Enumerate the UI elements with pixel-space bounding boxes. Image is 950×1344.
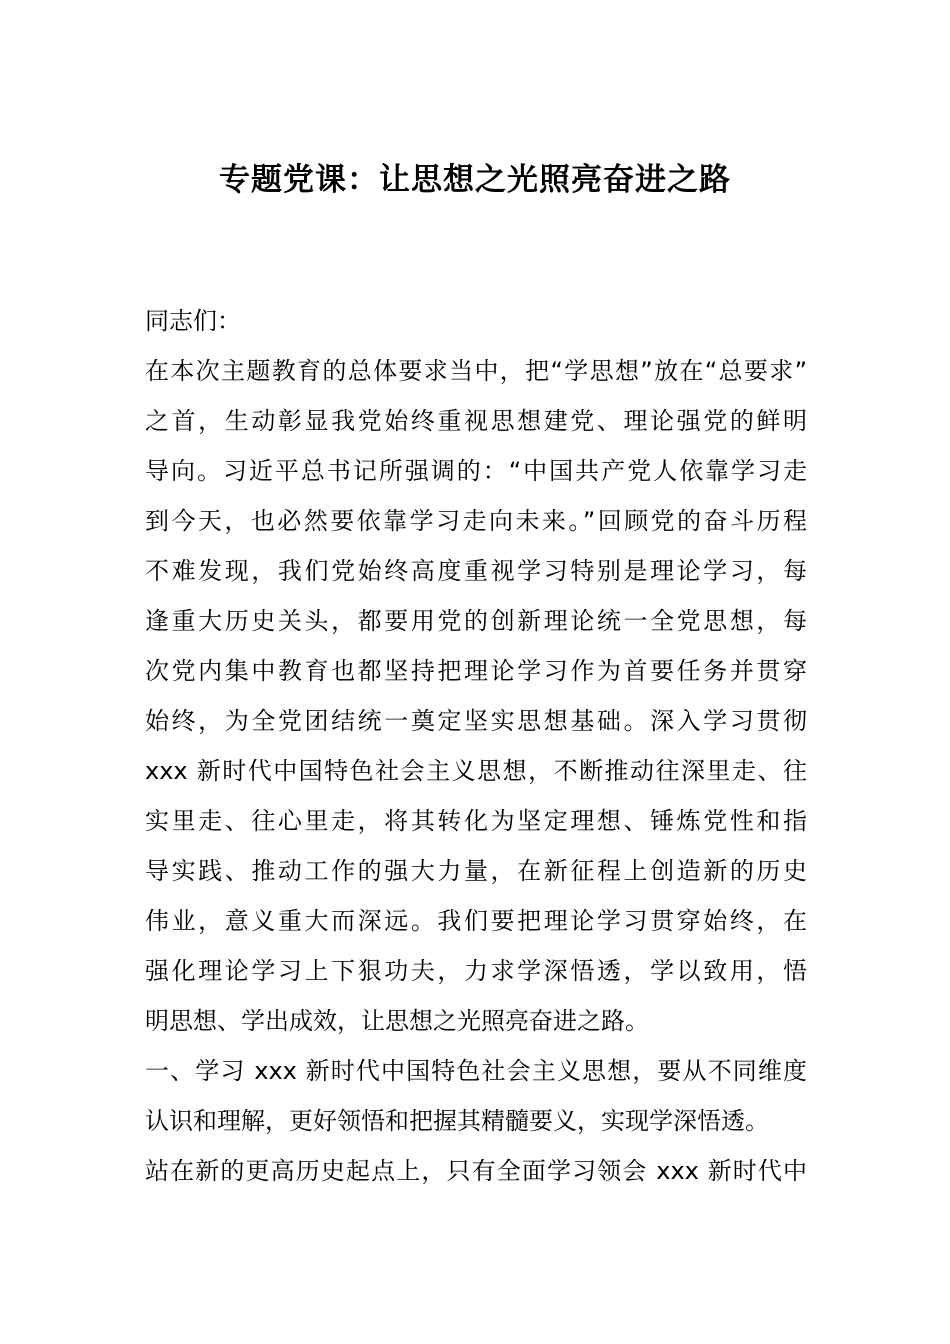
body-line: 导实践、推动工作的强大力量，在新征程上创造新的历史 [145,857,807,885]
document-title: 专题党课：让思想之光照亮奋进之路 [219,162,731,198]
section-heading-line: 一、学习 xxx 新时代中国特色社会主义思想，要从不同维度 [145,1057,807,1085]
body-line: 逢重大历史关头，都要用党的创新理论统一全党思想，每 [145,607,807,635]
body-line: 之首，生动彰显我党始终重视思想建党、理论强党的鲜明 [145,407,807,435]
salutation: 同志们： [145,307,241,335]
body-line: 在本次主题教育的总体要求当中，把“学思想”放在“总要求” [145,357,807,385]
body-line: 强化理论学习上下狠功夫，力求学深悟透，学以致用，悟 [145,957,807,985]
body-line: 始终，为全党团结统一奠定坚实思想基础。深入学习贯彻 [145,707,807,735]
body-line: xxx 新时代中国特色社会主义思想，不断推动往深里走、往 [145,757,807,785]
body-line: 导向。习近平总书记所强调的：“中国共产党人依靠学习走 [145,457,807,485]
body-line: 伟业，意义重大而深远。我们要把理论学习贯穿始终，在 [145,907,807,935]
body-line: 站在新的更高历史起点上，只有全面学习领会 xxx 新时代中 [145,1157,807,1185]
section-heading-line: 认识和理解，更好领悟和把握其精髓要义，实现学深悟透。 [145,1107,769,1135]
body-line: 实里走、往心里走，将其转化为坚定理想、锤炼党性和指 [145,807,807,835]
body-line: 不难发现，我们党始终高度重视学习特别是理论学习，每 [145,557,807,585]
body-line: 到今天，也必然要依靠学习走向未来。”回顾党的奋斗历程 [145,507,807,535]
body-line: 次党内集中教育也都坚持把理论学习作为首要任务并贯穿 [145,657,807,685]
body-line: 明思想、学出成效，让思想之光照亮奋进之路。 [145,1007,649,1035]
document-body [145,296,807,1196]
